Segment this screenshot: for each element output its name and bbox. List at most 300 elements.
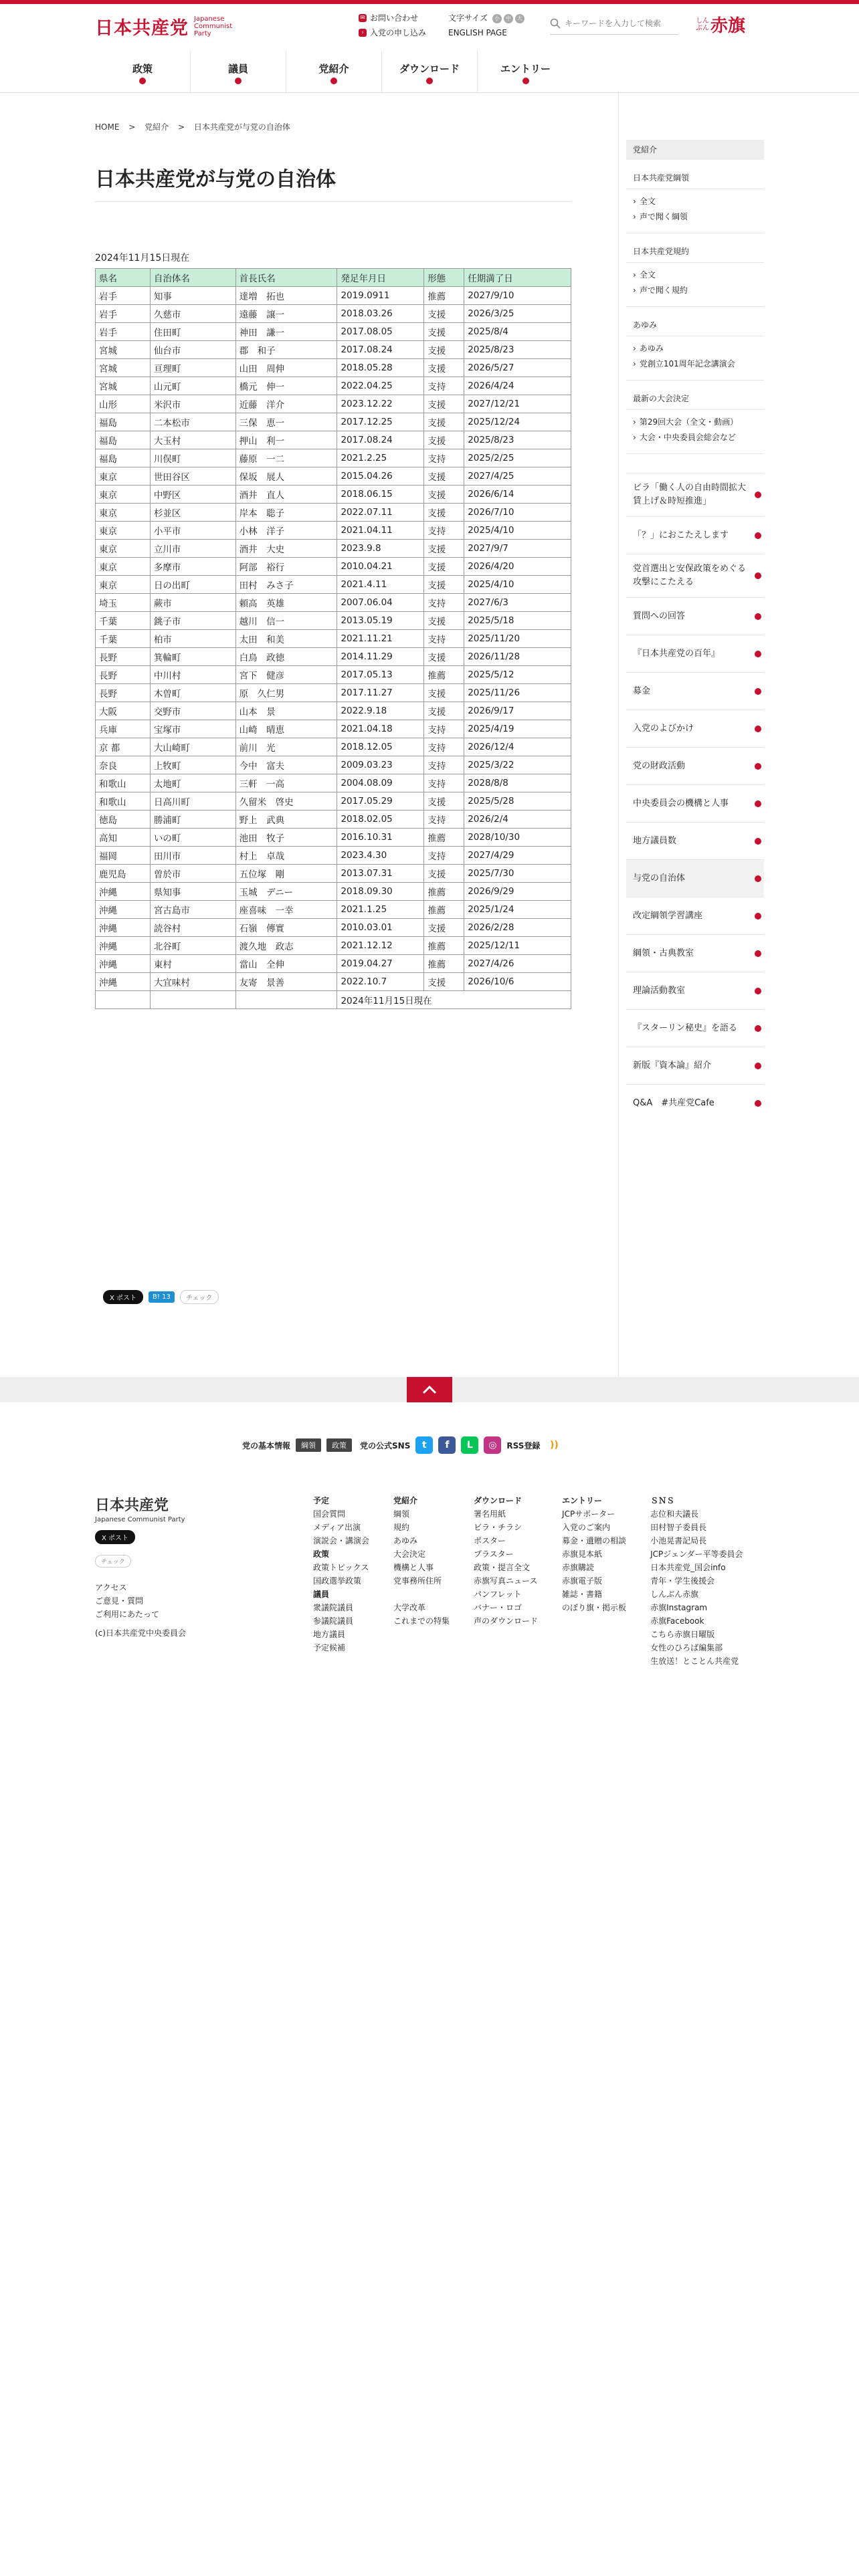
footer-link[interactable]: 党事務所住所 <box>393 1576 442 1586</box>
table-cell: 徳島 <box>96 811 151 829</box>
table-cell: 2017.12.25 <box>337 413 424 431</box>
arrow-dot-icon <box>755 1025 761 1032</box>
footer-link[interactable]: ビラ・チラシ <box>474 1523 522 1532</box>
table-cell: 支援 <box>424 919 464 937</box>
table-cell: 千葉 <box>96 630 151 648</box>
table-cell: 2026/9/17 <box>464 702 571 720</box>
font-size-small-button[interactable]: 小 <box>492 14 502 23</box>
sidebar-group-title[interactable]: 日本共産党規約 <box>626 233 764 263</box>
footer-util-links <box>95 1581 186 1640</box>
table-cell: 2021.04.11 <box>337 522 424 540</box>
footer-link[interactable]: あゆみ <box>393 1536 418 1545</box>
table-cell: 池田 牧子 <box>235 829 337 847</box>
table-cell: 2018.05.28 <box>337 359 424 377</box>
footer-column <box>562 1494 626 1668</box>
table-cell: 2007.06.04 <box>337 594 424 612</box>
table-cell: 2026/7/10 <box>464 504 571 522</box>
table-cell: 野上 武典 <box>235 811 337 829</box>
footer-column <box>650 1494 743 1668</box>
footer-link[interactable]: しんぶん赤旗 <box>650 1590 699 1599</box>
table-cell: 2025/7/30 <box>464 865 571 883</box>
table-cell: 2025/11/26 <box>464 684 571 702</box>
footer-link[interactable]: 綱領 <box>393 1509 410 1519</box>
footer-link[interactable]: 女性のひろば編集部 <box>650 1643 723 1652</box>
table-cell: 2025/11/20 <box>464 630 571 648</box>
table-cell: 2023.4.30 <box>337 847 424 865</box>
table-cell: 支援 <box>424 486 464 504</box>
table-cell: 2023.12.22 <box>337 395 424 413</box>
table-cell: 東京 <box>96 486 151 504</box>
footer-check-button[interactable]: チェック <box>95 1555 131 1568</box>
table-row <box>96 684 571 702</box>
footer-link[interactable]: 田村智子委員長 <box>650 1523 707 1532</box>
table-row <box>96 504 571 522</box>
table-cell: 多摩市 <box>150 558 235 576</box>
table-cell: 木曽町 <box>150 684 235 702</box>
sidebar-menu-item[interactable]: 募金 <box>626 672 764 710</box>
sidebar <box>618 93 764 1121</box>
search-input[interactable] <box>565 19 672 28</box>
table-cell: 支持 <box>424 449 464 467</box>
table-cell: 福島 <box>96 413 151 431</box>
table-row <box>96 395 571 413</box>
table-cell: 藤原 一二 <box>235 449 337 467</box>
table-cell: 大玉村 <box>150 431 235 449</box>
table-row <box>96 648 571 666</box>
table-cell: 2026/6/14 <box>464 486 571 504</box>
line-icon[interactable]: L <box>461 1436 478 1454</box>
table-cell: 支援 <box>424 504 464 522</box>
join-link[interactable]: › 入党の申し込み <box>359 25 426 40</box>
sidebar-menu-item[interactable]: 「？」におこたえします <box>626 516 764 554</box>
footer-link[interactable]: JCPサポーター <box>562 1509 615 1519</box>
sidebar-sublink[interactable]: › 大会・中央委員会総会など <box>626 429 764 445</box>
footer-link[interactable]: 赤旗写真ニュース <box>474 1576 538 1586</box>
breadcrumb-home[interactable]: HOME <box>95 122 120 132</box>
table-cell: 座喜味 一幸 <box>235 901 337 919</box>
table-cell: 支援 <box>424 558 464 576</box>
sidebar-group <box>626 233 764 307</box>
sidebar-menu-item[interactable]: 地方議員数 <box>626 822 764 859</box>
sidebar-menu-item[interactable]: 党の財政活動 <box>626 747 764 784</box>
footer-column <box>393 1494 450 1668</box>
table-cell: 小林 洋子 <box>235 522 337 540</box>
table-cell: 支援 <box>424 648 464 666</box>
table-cell: 東京 <box>96 467 151 486</box>
mail-icon: ✉ <box>359 14 367 22</box>
table-row <box>96 486 571 504</box>
footer-link[interactable]: 大学改革 <box>393 1603 426 1612</box>
table-cell: 沖縄 <box>96 883 151 901</box>
footer-feedback-link[interactable]: ご意見・質問 <box>95 1596 144 1606</box>
table-cell: 2028/8/8 <box>464 774 571 792</box>
sidebar-group <box>626 160 764 233</box>
table-cell: 頼高 英雄 <box>235 594 337 612</box>
sidebar-menu-item[interactable]: 新版『資本論』紹介 <box>626 1047 764 1084</box>
footer-link[interactable]: 募金・遺贈の相談 <box>562 1536 627 1545</box>
logo-english: Japanese Communist Party <box>194 15 233 37</box>
footer-link[interactable]: 赤旗Facebook <box>650 1616 704 1626</box>
sidebar-sublink[interactable]: › 全文 <box>626 267 764 282</box>
table-cell: 2025/8/23 <box>464 341 571 359</box>
breadcrumb-about[interactable]: 党紹介 <box>145 122 169 132</box>
sidebar-sublink[interactable]: › 党創立101周年記念講演会 <box>626 356 764 371</box>
sidebar-sublink[interactable]: › 声で聞く綱領 <box>626 209 764 224</box>
footer-column-heading[interactable]: 政策 <box>313 1549 330 1559</box>
table-cell: 交野市 <box>150 702 235 720</box>
table-cell: 白鳥 政徳 <box>235 648 337 666</box>
arrow-dot-icon <box>755 532 761 539</box>
footer-link[interactable]: JCPジェンダー平等委員会 <box>650 1549 743 1559</box>
table-cell: 福島 <box>96 431 151 449</box>
table-cell: 支持 <box>424 774 464 792</box>
table-cell: 2025/12/11 <box>464 937 571 955</box>
table-cell: 支持 <box>424 811 464 829</box>
table-cell: 曽於市 <box>150 865 235 883</box>
table-cell: 玉城 デニー <box>235 883 337 901</box>
table-cell: 友寄 景善 <box>235 973 337 991</box>
table-cell: 2027/9/10 <box>464 287 571 305</box>
table-cell: 支持 <box>424 522 464 540</box>
footer-link[interactable]: のぼり旗・掲示板 <box>562 1603 627 1612</box>
table-cell: 2021.04.18 <box>337 720 424 738</box>
table-cell: 2026/9/29 <box>464 883 571 901</box>
table-row <box>96 955 571 973</box>
sidebar-sublink[interactable]: › あゆみ <box>626 340 764 356</box>
footer-link[interactable]: 日本共産党_国会info <box>650 1563 726 1572</box>
table-cell: 2027/9/7 <box>464 540 571 558</box>
table-row <box>96 720 571 738</box>
footer-platform-link[interactable]: 綱領 <box>296 1438 321 1452</box>
table-cell: 2019.04.27 <box>337 955 424 973</box>
footer-link[interactable]: 生放送！とことん共産党 <box>650 1656 739 1666</box>
table-cell: 2025/5/18 <box>464 612 571 630</box>
table-cell: 2017.08.24 <box>337 341 424 359</box>
footer-link[interactable]: 赤旗電子版 <box>562 1576 603 1586</box>
arrow-dot-icon <box>755 726 761 732</box>
arrow-dot-icon <box>755 572 761 579</box>
table-cell: 日の出町 <box>150 576 235 594</box>
sidebar-menu-item[interactable]: 『日本共産党の百年』 <box>626 635 764 672</box>
footer-link[interactable]: 政策・提言全文 <box>474 1563 531 1572</box>
site-logo[interactable] <box>95 13 241 39</box>
footer-link <box>393 1588 450 1601</box>
table-cell: 2027/6/3 <box>464 594 571 612</box>
table-cell: 三保 恵一 <box>235 413 337 431</box>
table-cell: 支持 <box>424 847 464 865</box>
table-cell: 2025/4/19 <box>464 720 571 738</box>
table-row <box>96 829 571 847</box>
table-cell: 岩手 <box>96 305 151 323</box>
akahata-big: 赤旗 <box>710 16 746 36</box>
table-row <box>96 323 571 341</box>
nav-download[interactable]: ダウンロード <box>382 51 478 92</box>
table-cell: 和歌山 <box>96 792 151 811</box>
table-cell: 當山 全伸 <box>235 955 337 973</box>
sidebar-sublink[interactable]: › 声で聞く規約 <box>626 282 764 298</box>
arrow-dot-icon <box>755 688 761 695</box>
footer-x-post-button[interactable]: X ポスト <box>95 1530 135 1544</box>
table-header-cell: 発足年月日 <box>337 269 424 287</box>
table-cell: 2019.0911 <box>337 287 424 305</box>
akahata-small: しんぶん <box>696 17 709 32</box>
english-page-link[interactable]: ENGLISH PAGE <box>448 28 507 37</box>
table-cell: 2026/4/20 <box>464 558 571 576</box>
footer-link[interactable]: 声のダウンロード <box>474 1616 539 1626</box>
table-cell <box>96 991 151 1009</box>
table-cell: 2025/4/10 <box>464 576 571 594</box>
table-cell: 東京 <box>96 558 151 576</box>
footer-link[interactable]: 大会決定 <box>393 1549 426 1559</box>
global-nav <box>95 51 764 92</box>
sidebar-menu-item[interactable]: 党首選出と安保政策をめぐる攻撃にこたえる <box>626 554 764 597</box>
footer-column-heading[interactable]: エントリー <box>562 1496 603 1505</box>
table-cell: 沖縄 <box>96 937 151 955</box>
table-cell: 京 都 <box>96 738 151 756</box>
footer-link[interactable]: 赤旗見本紙 <box>562 1549 603 1559</box>
table-cell: 郡 和子 <box>235 341 337 359</box>
footer-link[interactable]: 演説会・講演会 <box>313 1536 370 1545</box>
table-cell: 福島 <box>96 449 151 467</box>
table-cell: 2028/10/30 <box>464 829 571 847</box>
footer-link[interactable]: 赤旗購読 <box>562 1563 595 1572</box>
table-cell: 長野 <box>96 684 151 702</box>
table-row <box>96 558 571 576</box>
footer-link[interactable]: 参議院議員 <box>313 1616 354 1626</box>
footer-terms-link[interactable]: ご利用にあたって <box>95 1610 160 1619</box>
sidebar-menu-item[interactable]: 中央委員会の機構と人事 <box>626 784 764 822</box>
table-row <box>96 522 571 540</box>
footer-link[interactable]: 衆議院議員 <box>313 1603 354 1612</box>
twitter-icon[interactable]: t <box>415 1436 433 1454</box>
nav-dot-icon <box>522 78 529 84</box>
nav-members[interactable]: 議員 <box>191 51 286 92</box>
table-cell: 酒井 大史 <box>235 540 337 558</box>
footer-link[interactable]: ポスター <box>474 1536 506 1545</box>
table-cell: 蕨市 <box>150 594 235 612</box>
footer-column-heading[interactable]: 予定 <box>313 1496 330 1505</box>
table-row <box>96 612 571 630</box>
akahata-link[interactable] <box>696 12 745 37</box>
footer-link[interactable]: 機構と人事 <box>393 1563 434 1572</box>
table-cell: 2022.10.7 <box>337 973 424 991</box>
table-cell: 2016.10.31 <box>337 829 424 847</box>
sidebar-sublink[interactable]: › 第29回大会（全文・動画） <box>626 414 764 429</box>
footer-link[interactable]: 小池晃書記局長 <box>650 1536 707 1545</box>
table-cell: 兵庫 <box>96 720 151 738</box>
check-button[interactable]: チェック <box>180 1290 219 1304</box>
table-cell: 宝塚市 <box>150 720 235 738</box>
table-cell: 支援 <box>424 684 464 702</box>
table-cell: 久慈市 <box>150 305 235 323</box>
nav-about[interactable]: 党紹介 <box>286 51 382 92</box>
sidebar-menu-item[interactable]: 綱領・古典教室 <box>626 934 764 972</box>
table-cell: 渡久地 政志 <box>235 937 337 955</box>
copyright: (c)日本共産党中央委員会 <box>95 1628 186 1638</box>
footer-link[interactable]: 志位和夫議長 <box>650 1509 699 1519</box>
table-cell: 2021.11.21 <box>337 630 424 648</box>
table-cell: 支援 <box>424 413 464 431</box>
sidebar-group-title[interactable]: 最新の大会決定 <box>626 381 764 410</box>
table-cell: 2026/2/28 <box>464 919 571 937</box>
sidebar-menu-item[interactable]: Q&A #共産党Cafe <box>626 1084 764 1121</box>
table-cell: 大阪 <box>96 702 151 720</box>
table-cell: 支援 <box>424 702 464 720</box>
table-cell: 2025/1/24 <box>464 901 571 919</box>
table-header-cell: 任期満了日 <box>464 269 571 287</box>
table-cell: 支持 <box>424 630 464 648</box>
footer-link[interactable]: プラスター <box>474 1549 514 1559</box>
table-row <box>96 413 571 431</box>
table-cell: 支援 <box>424 973 464 991</box>
sidebar-menu-item[interactable]: ビラ「働く人の自由時間拡大 賃上げ＆時短推進」 <box>626 473 764 516</box>
table-cell: 支援 <box>424 431 464 449</box>
footer-link[interactable]: パンフレット <box>474 1590 522 1599</box>
footer-link[interactable]: 規約 <box>393 1523 410 1532</box>
sidebar-menu-item[interactable]: 理論活動教室 <box>626 972 764 1009</box>
table-row <box>96 359 571 377</box>
footer-link[interactable]: バナー・ロゴ <box>474 1603 522 1612</box>
table-cell: 中川村 <box>150 666 235 684</box>
sidebar-group-title[interactable]: 日本共産党綱領 <box>626 160 764 189</box>
table-cell: 石嶺 傳實 <box>235 919 337 937</box>
table-cell: 遠藤 譲一 <box>235 305 337 323</box>
footer-access-link[interactable]: アクセス <box>95 1583 127 1592</box>
table-cell: 2015.04.26 <box>337 467 424 486</box>
table-cell: 2018.06.15 <box>337 486 424 504</box>
table-row <box>96 756 571 774</box>
arrow-dot-icon <box>755 613 761 620</box>
footer-column-heading[interactable]: 議員 <box>313 1590 330 1599</box>
table-cell: 支持 <box>424 756 464 774</box>
footer-link[interactable]: これまでの特集 <box>393 1616 450 1626</box>
rss-icon[interactable]: )) <box>545 1436 563 1454</box>
sidebar-group <box>626 307 764 381</box>
footer-link[interactable]: メディア出演 <box>313 1523 361 1532</box>
table-cell: 2021.1.25 <box>337 901 424 919</box>
font-size-large-button[interactable]: 大 <box>515 14 524 23</box>
facebook-icon[interactable]: f <box>438 1436 456 1454</box>
table-cell: 2026/4/24 <box>464 377 571 395</box>
table-cell: 支持 <box>424 720 464 738</box>
instagram-icon[interactable]: ◎ <box>484 1436 501 1454</box>
table-header-row <box>96 269 571 287</box>
font-size-medium-button[interactable]: 中 <box>504 14 513 23</box>
site-header <box>0 4 859 47</box>
table-cell: 支援 <box>424 341 464 359</box>
sidebar-menu-item[interactable]: 質問への回答 <box>626 597 764 635</box>
share-buttons <box>103 1290 219 1304</box>
table-row <box>96 467 571 486</box>
sidebar-menu-item[interactable]: 改定綱領学習講座 <box>626 897 764 934</box>
table-row <box>96 774 571 792</box>
footer-link[interactable]: 国会質問 <box>313 1509 346 1519</box>
table-row <box>96 377 571 395</box>
table-cell: 2021.2.25 <box>337 449 424 467</box>
table-cell: 日高川町 <box>150 792 235 811</box>
table-cell: 川俣町 <box>150 449 235 467</box>
sidebar-group-title[interactable]: あゆみ <box>626 307 764 336</box>
table-row <box>96 937 571 955</box>
table-cell: 宮城 <box>96 359 151 377</box>
table-cell: 2025/4/10 <box>464 522 571 540</box>
footer-column-heading[interactable]: ダウンロード <box>474 1496 522 1505</box>
footer-link[interactable]: こちら赤旗日曜版 <box>650 1630 715 1639</box>
table-cell: 知事 <box>150 287 235 305</box>
footer-column-heading[interactable]: 党紹介 <box>393 1496 418 1505</box>
sidebar-menu-item[interactable]: 与党の自治体 <box>626 859 764 897</box>
table-cell: 2026/5/27 <box>464 359 571 377</box>
contact-link[interactable]: ✉ お問い合わせ <box>359 11 426 25</box>
arrow-dot-icon <box>755 763 761 770</box>
table-cell: 山崎 晴恵 <box>235 720 337 738</box>
footer-link[interactable]: 地方議員 <box>313 1630 346 1639</box>
sidebar-sublink[interactable]: › 全文 <box>626 193 764 209</box>
table-cell: 支援 <box>424 305 464 323</box>
table-cell: 近藤 洋介 <box>235 395 337 413</box>
footer-link[interactable]: 赤旗Instagram <box>650 1603 708 1612</box>
sidebar-menu-item[interactable]: 入党のよびかけ <box>626 710 764 747</box>
table-cell: 高知 <box>96 829 151 847</box>
footer-link[interactable]: 国政選挙政策 <box>313 1576 362 1586</box>
nav-dot-icon <box>426 78 433 84</box>
header-links <box>359 11 426 40</box>
footer-link[interactable]: 雑誌・書籍 <box>562 1590 603 1599</box>
table-cell: 2018.03.26 <box>337 305 424 323</box>
nav-dot-icon <box>139 78 146 84</box>
table-cell: 沖縄 <box>96 919 151 937</box>
x-post-button[interactable]: X ポスト <box>103 1290 143 1304</box>
search-icon[interactable] <box>550 18 561 29</box>
hatena-bookmark-button[interactable]: B! 13 <box>149 1291 175 1303</box>
table-cell <box>150 991 235 1009</box>
sidebar-menu-item[interactable]: 『スターリン秘史』を語る <box>626 1009 764 1047</box>
table-cell: 東村 <box>150 955 235 973</box>
table-cell: 2025/5/28 <box>464 792 571 811</box>
rss-link[interactable]: RSS登録 <box>506 1440 541 1451</box>
footer-link[interactable]: 予定候補 <box>313 1643 346 1652</box>
footer-link[interactable]: 政策トピックス <box>313 1563 369 1572</box>
table-cell: 2022.9.18 <box>337 702 424 720</box>
footer-basic-info: 党の基本情報 綱領 政策 党の公式SNS t f L ◎ RSS登録 )) <box>242 1436 563 1454</box>
table-cell: 住田町 <box>150 323 235 341</box>
back-to-top-button[interactable] <box>407 1377 452 1402</box>
nav-policy[interactable]: 政策 <box>95 51 191 92</box>
table-cell: 2021.4.11 <box>337 576 424 594</box>
table-cell: 杉並区 <box>150 504 235 522</box>
table-row <box>96 576 571 594</box>
table-cell: 阿部 裕行 <box>235 558 337 576</box>
table-row <box>96 449 571 467</box>
footer-link[interactable]: 青年・学生後援会 <box>650 1576 715 1586</box>
footer-column <box>313 1494 369 1668</box>
table-cell: いの町 <box>150 829 235 847</box>
table-cell: 酒井 直人 <box>235 486 337 504</box>
footer-column-heading[interactable]: ＳＮＳ <box>650 1496 675 1505</box>
table-cell: 宮城 <box>96 377 151 395</box>
sidebar-menu <box>626 473 764 1121</box>
table-row <box>96 594 571 612</box>
table-cell: 推薦 <box>424 937 464 955</box>
footer-link[interactable]: 署名用紙 <box>474 1509 506 1519</box>
footer-policy-link[interactable]: 政策 <box>326 1438 352 1452</box>
footer-link[interactable]: 入党のご案内 <box>562 1523 611 1532</box>
table-cell: 推薦 <box>424 287 464 305</box>
table-cell: 大宜味村 <box>150 973 235 991</box>
breadcrumb: HOME > 党紹介 > 日本共産党が与党の自治体 <box>95 122 290 132</box>
nav-entry[interactable]: エントリー <box>478 51 573 92</box>
table-cell: 2018.09.30 <box>337 883 424 901</box>
